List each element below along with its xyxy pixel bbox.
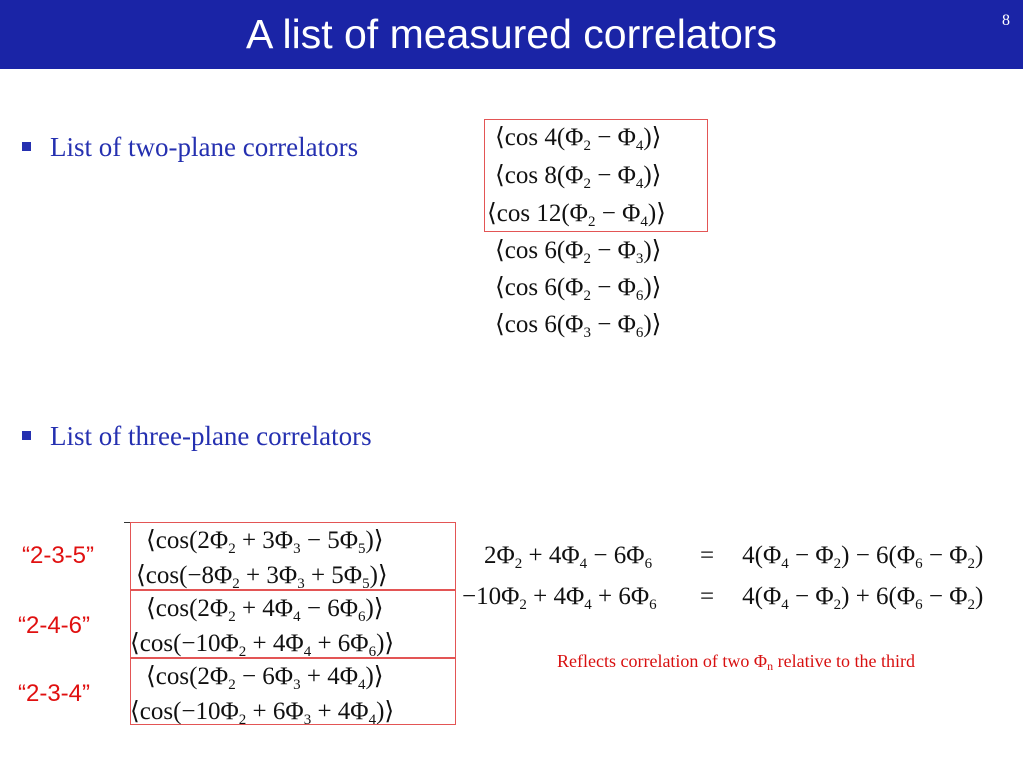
open-bracket: ⟨cos( <box>146 527 198 554</box>
phi-symbol: Φ <box>617 274 636 301</box>
phi-subscript: 2 <box>238 712 247 728</box>
open-bracket: ⟨cos <box>495 162 545 189</box>
close-bracket: )⟩ <box>643 162 662 189</box>
open-bracket: ⟨cos <box>495 237 545 264</box>
phi-subscript: 3 <box>297 576 305 592</box>
phi-symbol: Φ <box>949 542 968 569</box>
phi-subscript: 6 <box>635 288 644 304</box>
phi-subscript: 2 <box>583 176 591 192</box>
paren: ( <box>556 124 566 151</box>
operator: − <box>235 663 263 690</box>
operator: − <box>788 583 816 610</box>
phi-subscript: 3 <box>293 677 301 693</box>
phi-symbol: Φ <box>561 542 580 569</box>
phi-symbol: Φ <box>285 698 304 725</box>
phi-symbol: Φ <box>274 663 294 690</box>
slide-title: A list of measured correlators <box>246 11 777 57</box>
phi-subscript: 4 <box>303 644 312 660</box>
paren: ( <box>754 542 763 569</box>
operator: + <box>300 663 328 690</box>
phi-symbol: Φ <box>630 583 650 610</box>
coefficient: 6 <box>876 542 889 569</box>
paren: ( <box>561 200 570 227</box>
coefficient: 6 <box>272 698 286 725</box>
note-before: Reflects correlation of two Φ <box>557 651 768 671</box>
bullet-text: List of three-plane correlators <box>50 421 372 451</box>
phi-subscript: 3 <box>583 325 591 341</box>
phi-symbol: Φ <box>274 595 294 622</box>
phi-subscript: 4 <box>579 556 588 572</box>
phi-symbol: Φ <box>339 527 358 554</box>
phi-subscript: 6 <box>915 597 923 613</box>
relation-equation <box>462 578 983 615</box>
coefficient: 6 <box>613 542 627 569</box>
phi-symbol: Φ <box>565 237 584 264</box>
operator: + <box>235 527 263 554</box>
coefficient: 4 <box>272 630 286 657</box>
operator: + <box>526 583 554 610</box>
operator: − <box>590 274 618 301</box>
phi-symbol: Φ <box>617 124 636 151</box>
phi-subscript: 6 <box>635 325 644 341</box>
phi-subscript: 2 <box>583 288 591 304</box>
phi-symbol: Φ <box>622 200 641 227</box>
operator: + <box>239 562 267 589</box>
phi-symbol: Φ <box>617 311 636 338</box>
coefficient: 4 <box>327 663 340 690</box>
phi-subscript: 2 <box>232 576 240 592</box>
phi-symbol: Φ <box>566 583 585 610</box>
phi-subscript: 5 <box>362 576 370 592</box>
harmonic: 8 <box>544 162 557 189</box>
operator: + <box>311 630 338 657</box>
operator: − <box>300 595 328 622</box>
two-plane-correlator <box>495 119 661 156</box>
close-bracket: )⟩ <box>365 663 384 690</box>
two-plane-correlator <box>495 269 661 306</box>
phi-subscript: 3 <box>303 712 312 728</box>
phi-symbol: Φ <box>496 542 515 569</box>
phi-symbol: Φ <box>209 595 229 622</box>
phi-subscript: 2 <box>514 556 523 572</box>
phi-subscript: 2 <box>228 541 236 557</box>
harmonic: 6 <box>544 274 557 301</box>
open-bracket: ⟨cos <box>495 274 545 301</box>
bullet-text: List of two-plane correlators <box>50 132 359 162</box>
phi-subscript: 4 <box>781 597 789 613</box>
coefficient: 4 <box>742 583 755 610</box>
phi-symbol: Φ <box>626 542 645 569</box>
equals-sign: = <box>700 542 715 569</box>
operator: − <box>590 311 618 338</box>
coefficient: 2 <box>197 663 210 690</box>
harmonic: 12 <box>536 200 562 227</box>
coefficient: 5 <box>327 527 340 554</box>
paren: ( <box>556 162 566 189</box>
bullet-square-icon <box>22 431 31 440</box>
harmonic: 6 <box>544 311 557 338</box>
paren: ) <box>841 583 850 610</box>
two-plane-correlator <box>495 232 661 269</box>
coefficient: 6 <box>327 595 340 622</box>
open-bracket: ⟨cos <box>495 124 545 151</box>
coefficient: 4 <box>337 698 351 725</box>
open-bracket: ⟨cos( <box>146 663 198 690</box>
coefficient: −10 <box>181 698 221 725</box>
operator: + <box>849 583 877 610</box>
phi-symbol: Φ <box>569 200 588 227</box>
phi-subscript: 4 <box>357 677 366 693</box>
coefficient: 4 <box>553 583 566 610</box>
close-bracket: )⟩ <box>365 595 384 622</box>
note-sub: n <box>767 659 774 673</box>
coefficient: 2 <box>484 542 497 569</box>
open-bracket: ⟨cos <box>495 311 545 338</box>
phi-symbol: Φ <box>209 663 229 690</box>
close-bracket: )⟩ <box>643 237 662 264</box>
phi-symbol: Φ <box>350 630 369 657</box>
coefficient: 5 <box>331 562 344 589</box>
phi-symbol: Φ <box>617 237 636 264</box>
operator: − <box>587 542 614 569</box>
close-bracket: )⟩ <box>643 311 662 338</box>
three-plane-correlator <box>130 693 394 730</box>
phi-subscript: 6 <box>915 556 923 572</box>
operator: + <box>311 698 338 725</box>
phi-symbol: Φ <box>209 527 229 554</box>
coefficient: 4 <box>548 542 562 569</box>
coefficient: 2 <box>197 527 210 554</box>
phi-subscript: 6 <box>644 556 653 572</box>
note-after: relative to the third <box>773 651 916 671</box>
phi-subscript: 4 <box>635 138 644 154</box>
phi-subscript: 2 <box>967 597 976 613</box>
phi-symbol: Φ <box>762 583 782 610</box>
phi-symbol: Φ <box>565 124 584 151</box>
three-plane-correlator <box>146 590 384 627</box>
phi-symbol: Φ <box>565 274 584 301</box>
phi-symbol: Φ <box>350 698 369 725</box>
coefficient: −10 <box>462 583 502 610</box>
paren: ) <box>975 583 984 610</box>
phi-subscript: 4 <box>584 597 592 613</box>
operator: − <box>590 237 618 264</box>
coefficient: 2 <box>197 595 210 622</box>
phi-symbol: Φ <box>220 698 239 725</box>
paren: ( <box>754 583 763 610</box>
operator: + <box>235 595 263 622</box>
phi-subscript: 2 <box>587 214 596 230</box>
operator: − <box>590 162 618 189</box>
bullet-two-plane <box>22 131 502 163</box>
phi-subscript: 6 <box>649 597 657 613</box>
coefficient: 4 <box>742 542 755 569</box>
operator: − <box>849 542 877 569</box>
phi-subscript: 4 <box>368 712 377 728</box>
operator: − <box>922 583 950 610</box>
phi-symbol: Φ <box>565 162 584 189</box>
harmonic: 6 <box>544 237 557 264</box>
paren: ( <box>556 274 566 301</box>
two-plane-correlator <box>495 157 661 194</box>
phi-subscript: 6 <box>357 609 366 625</box>
phi-subscript: 2 <box>833 597 842 613</box>
paren: ( <box>888 542 897 569</box>
operator: − <box>595 200 623 227</box>
open-bracket: ⟨cos <box>487 200 537 227</box>
coefficient: 6 <box>618 583 631 610</box>
coefficient: 6 <box>337 630 351 657</box>
coefficient: 4 <box>262 595 275 622</box>
bullet-three-plane <box>22 420 502 452</box>
operator: + <box>246 630 273 657</box>
two-plane-correlator <box>487 195 666 232</box>
phi-symbol: Φ <box>220 630 239 657</box>
phi-subscript: 2 <box>967 556 976 572</box>
open-bracket: ⟨cos( <box>146 595 198 622</box>
equals-sign: = <box>700 583 715 610</box>
paren: ) <box>841 542 850 569</box>
coefficient: 3 <box>262 527 275 554</box>
three-plane-correlator <box>130 625 394 662</box>
phi-symbol: Φ <box>949 583 968 610</box>
page-number: 8 <box>1002 12 1010 29</box>
two-plane-correlator <box>495 306 661 343</box>
phi-subscript: 4 <box>635 176 644 192</box>
coefficient: 6 <box>876 583 889 610</box>
three-plane-correlator <box>136 557 388 594</box>
phi-subscript: 2 <box>833 556 842 572</box>
close-bracket: )⟩ <box>365 527 384 554</box>
close-bracket: )⟩ <box>376 630 395 657</box>
operator: − <box>300 527 328 554</box>
paren: ( <box>888 583 897 610</box>
coefficient: −8 <box>187 562 215 589</box>
phi-symbol: Φ <box>815 583 834 610</box>
phi-symbol: Φ <box>762 542 782 569</box>
phi-subscript: 6 <box>368 644 377 660</box>
phi-subscript: 4 <box>640 214 648 230</box>
phi-symbol: Φ <box>285 630 304 657</box>
relation-equation <box>484 537 983 574</box>
three-plane-correlator <box>146 658 384 695</box>
open-bracket: ⟨cos( <box>130 698 182 725</box>
paren: ( <box>556 311 566 338</box>
phi-subscript: 2 <box>583 251 591 267</box>
phi-symbol: Φ <box>815 542 834 569</box>
operator: + <box>591 583 619 610</box>
phi-subscript: 2 <box>238 644 247 660</box>
open-bracket: ⟨cos( <box>130 630 182 657</box>
phi-symbol: Φ <box>896 542 916 569</box>
note <box>557 649 947 674</box>
coefficient: 3 <box>266 562 279 589</box>
close-bracket: )⟩ <box>369 562 388 589</box>
phi-subscript: 2 <box>583 138 591 154</box>
phi-subscript: 4 <box>293 609 301 625</box>
harmonic: 4 <box>544 124 557 151</box>
operator: + <box>304 562 332 589</box>
operator: + <box>246 698 273 725</box>
phi-symbol: Φ <box>896 583 916 610</box>
phi-symbol: Φ <box>343 562 363 589</box>
phi-symbol: Φ <box>617 162 636 189</box>
phi-subscript: 2 <box>228 677 236 693</box>
bullet-square-icon <box>22 142 31 151</box>
group-label-235: “2-3-5” <box>22 542 95 569</box>
open-bracket: ⟨cos( <box>136 562 188 589</box>
phi-subscript: 4 <box>781 556 789 572</box>
paren: ) <box>975 542 984 569</box>
phi-subscript: 3 <box>635 251 644 267</box>
phi-symbol: Φ <box>339 663 358 690</box>
operator: + <box>522 542 549 569</box>
phi-symbol: Φ <box>339 595 358 622</box>
phi-subscript: 2 <box>228 609 236 625</box>
phi-symbol: Φ <box>501 583 520 610</box>
coefficient: 6 <box>262 663 275 690</box>
phi-subscript: 3 <box>293 541 301 557</box>
close-bracket: )⟩ <box>376 698 395 725</box>
group-label-246: “2-4-6” <box>18 612 91 639</box>
phi-subscript: 2 <box>519 597 527 613</box>
close-bracket: )⟩ <box>643 124 662 151</box>
operator: − <box>590 124 618 151</box>
phi-symbol: Φ <box>278 562 298 589</box>
paren: ( <box>556 237 566 264</box>
group-label-234: “2-3-4” <box>18 680 91 707</box>
operator: − <box>788 542 816 569</box>
phi-subscript: 5 <box>357 541 366 557</box>
three-plane-correlator <box>146 522 384 559</box>
close-bracket: )⟩ <box>647 200 666 227</box>
phi-symbol: Φ <box>214 562 233 589</box>
phi-symbol: Φ <box>565 311 584 338</box>
close-bracket: )⟩ <box>643 274 662 301</box>
phi-symbol: Φ <box>274 527 294 554</box>
operator: − <box>922 542 950 569</box>
coefficient: −10 <box>181 630 221 657</box>
